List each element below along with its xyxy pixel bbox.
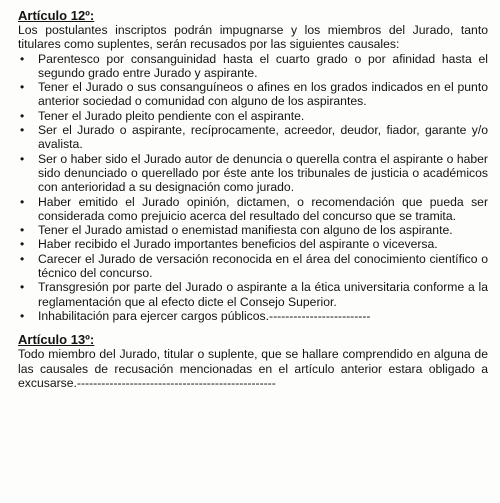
bullet-icon: • <box>20 108 25 123</box>
list-item-text: Haber emitido el Jurado opinión, dictamen, o recomendación que pueda ser considerada como prejuicio acerca del resultado del concurso que se tramita. <box>38 194 488 223</box>
bullet-icon: • <box>20 80 25 95</box>
section-spacer <box>18 323 488 332</box>
bullet-icon: • <box>20 194 25 209</box>
list-item-text: Tener el Jurado pleito pendiente con el aspirante. <box>38 108 305 123</box>
bullet-icon: • <box>20 151 25 166</box>
list-item-text: Parentesco por consanguinidad hasta el cuarto grado o por afinidad hasta el segundo grado entre Jurado y aspirante. <box>38 51 488 80</box>
list-item <box>18 52 488 81</box>
article-13-body: Todo miembro del Jurado, titular o suplente, que se hallare comprendido en alguna de las causales de recusación mencionadas en el artículo anterior estara obligado a excusarse.------------------------------------------------- <box>18 347 488 390</box>
list-item <box>18 80 488 109</box>
list-item-text: Inhabilitación para ejercer cargos públicos.------------------------- <box>38 308 371 323</box>
bullet-icon: • <box>20 223 25 238</box>
list-item-text: Transgresión por parte del Jurado o aspirante a la ética universitaria conforme a la reglamentación que al efecto dicte el Consejo Superior. <box>38 280 488 309</box>
list-item-text: Ser o haber sido el Jurado autor de denuncia o querella contra el aspirante o haber sido denunciado o querellado por éste ante los tribunales de justicia o académicos con anterioridad a su designación como jurado. <box>38 151 488 195</box>
list-item <box>18 109 488 123</box>
bullet-icon: • <box>20 51 25 66</box>
list-item <box>18 280 488 309</box>
article-12-intro: Los postulantes inscriptos podrán impugnarse y los miembros del Jurado, tanto titulares como suplentes, serán recusados por las siguientes causales: <box>18 23 488 52</box>
causales-list <box>18 52 488 324</box>
list-item-text: Carecer el Jurado de versación reconocida en el área del conocimiento científico o técnico del concurso. <box>38 251 488 281</box>
list-item-text: Tener el Jurado amistad o enemistad manifiesta con alguno de los aspirante. <box>38 223 453 238</box>
list-item <box>18 237 488 251</box>
list-item <box>18 152 488 195</box>
list-item <box>18 195 488 224</box>
article-13-heading: Artículo 13º: <box>18 332 95 348</box>
list-item <box>18 309 488 323</box>
bullet-icon: • <box>20 280 25 295</box>
article-12-heading: Artículo 12º: <box>18 8 95 23</box>
bullet-icon: • <box>20 251 25 266</box>
bullet-icon: • <box>20 123 25 138</box>
bullet-icon: • <box>20 237 25 252</box>
list-item <box>18 223 488 237</box>
bullet-icon: • <box>20 308 25 323</box>
list-item-text: Haber recibido el Jurado importantes beneficios del aspirante o viceversa. <box>38 237 438 252</box>
list-item <box>18 252 488 281</box>
list-item <box>18 123 488 152</box>
list-item-text: Ser el Jurado o aspirante, recíprocamente, acreedor, deudor, fiador, garante y/o avalista. <box>38 123 488 152</box>
list-item-text: Tener el Jurado o sus consanguíneos o afines en los grados indicados en el punto anterior sociedad o comunidad con alguno de los aspirantes. <box>38 80 488 109</box>
